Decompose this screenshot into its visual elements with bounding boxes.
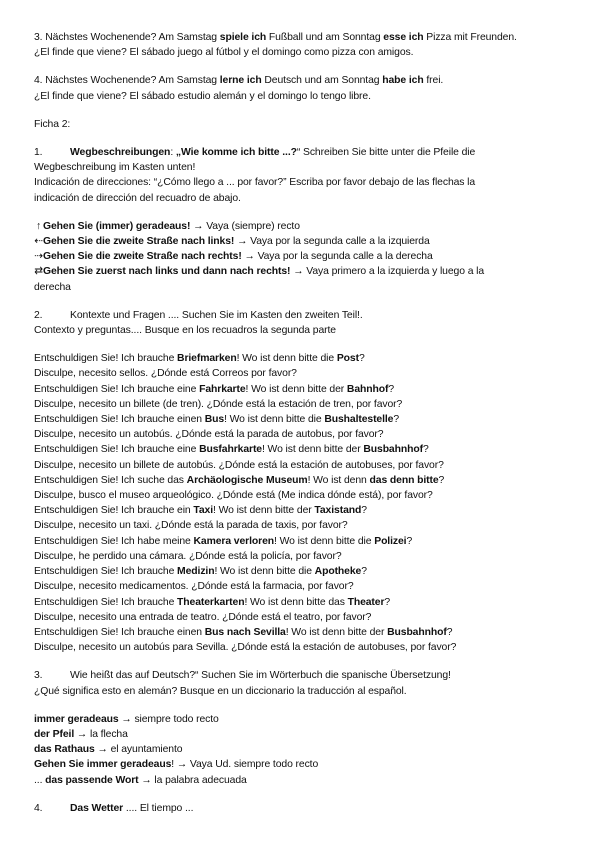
text: ! Wo ist denn bitte der (261, 444, 364, 456)
bold-keyword: Kamera verloren (193, 535, 275, 547)
vocab-spanish: el ayuntamiento (110, 744, 183, 756)
context-german (34, 473, 566, 488)
task2-spanish: Contexto y preguntas.... Busque en los recuadros la segunda parte (34, 325, 336, 337)
vocab-spanish: Vaya Ud. siempre todo recto (189, 759, 319, 771)
task4-heading (34, 801, 566, 816)
text: Pizza mit Freunden. (423, 32, 517, 43)
task1-spanish-2: indicación de dirección del recuadro de abajo. (34, 192, 241, 204)
ficha-title: Ficha 2: (34, 118, 71, 130)
text: Entschuldigen Sie! Ich brauche (34, 353, 178, 365)
spacer (34, 60, 566, 73)
bold-keyword: Polizei (374, 535, 407, 547)
vocab-german: das passende Wort (45, 774, 139, 786)
context-spanish: Disculpe, necesito un billete (de tren). ¿Dónde está la estación de tren, por favor? (34, 398, 403, 410)
context-german (34, 534, 566, 549)
text: ? (361, 505, 367, 517)
arrow-icon: ⇠ (34, 236, 43, 248)
bold-verb: lerne ich (219, 75, 262, 87)
bold-title: „Wie komme ich bitte ...? (175, 147, 297, 159)
text: Entschuldigen Sie! Ich brauche einen (34, 626, 205, 638)
bold-verb: esse ich (383, 32, 424, 43)
text: ! Wo ist denn bitte der (213, 505, 315, 517)
sec4-german (34, 73, 566, 88)
spacer (34, 338, 566, 351)
text: frei. (423, 75, 444, 87)
bold-keyword: Medizin (177, 566, 215, 578)
context-spanish: Disculpe, necesito sellos. ¿Dónde está Correos por favor? (34, 368, 297, 380)
text: ? (358, 353, 365, 365)
vocab-german: Gehen Sie immer geradeaus (34, 759, 172, 771)
context-german (34, 442, 566, 457)
text: ! Wo ist denn bitte die (214, 566, 315, 578)
text: Entschuldigen Sie! Ich brauche (34, 596, 178, 608)
text: Entschuldigen Sie! Ich brauche eine (34, 383, 200, 395)
direction-item (34, 249, 566, 264)
bold-keyword: Busbahnhof (387, 626, 447, 638)
directions-list (34, 219, 566, 295)
bold-verb: spiele ich (219, 32, 267, 43)
arrow-separator: → (138, 774, 155, 786)
context-german (34, 625, 566, 640)
direction-spanish: Vaya por la segunda calle a la derecha (257, 251, 433, 263)
task-number: 1. (34, 147, 43, 159)
context-german (34, 595, 566, 610)
bold-keyword: das denn bitte (369, 474, 439, 486)
text: Kontexte und Fragen .... Suchen Sie im Kasten den zweiten Teil!. (70, 309, 363, 321)
text: ! Wo ist denn bitte das (244, 596, 348, 608)
context-spanish: Disculpe, necesito un billete de autobús. ¿Dónde está la estación de autobuses, por favor? (34, 459, 444, 471)
text: Entschuldigen Sie! Ich habe meine (34, 535, 194, 547)
bold-keyword: Bus (204, 414, 225, 426)
vocabulary-list (34, 712, 566, 788)
text: 4. Nächstes Wochenende? Am Samstag (34, 75, 220, 87)
arrow-separator: → (190, 220, 207, 232)
bold-keyword: Busfahrkarte (199, 444, 262, 456)
text: ? (446, 626, 453, 638)
vocab-spanish: la flecha (89, 728, 128, 740)
vocab-item (34, 773, 566, 788)
direction-german: Gehen Sie die zweite Straße nach rechts! (43, 251, 242, 263)
bold-keyword: Bushaltestelle (324, 414, 394, 426)
bold-title: Das Wetter (70, 802, 124, 814)
task2-heading (34, 308, 566, 323)
text: ! Wo ist denn bitte die (236, 353, 337, 365)
direction-spanish: Vaya por la segunda calle a la izquierda (250, 236, 430, 248)
context-spanish: Disculpe, he perdido una cámara. ¿Dónde está la policía, por favor? (34, 550, 342, 562)
vocab-item (34, 712, 566, 727)
spacer (34, 699, 566, 712)
text: Fußball und am Sonntag (266, 32, 384, 43)
text: ? (388, 383, 395, 395)
arrow-icon: ↑ (35, 220, 42, 232)
text: ? (422, 444, 429, 456)
spacer (34, 132, 566, 145)
bold-keyword: Briefmarken (177, 353, 237, 365)
sec4-spanish: ¿El finde que viene? El sábado estudio alemán y el domingo lo tengo libre. (34, 90, 371, 102)
text: ? (438, 474, 445, 486)
arrow-separator: → (241, 251, 258, 263)
text: ... (34, 774, 46, 786)
bold-keyword: Fahrkarte (199, 383, 246, 395)
direction-spanish-continued: derecha (34, 281, 71, 293)
text: Entschuldigen Sie! Ich suche das (34, 474, 187, 486)
bold-keyword: Archäologische Museum (186, 474, 308, 486)
direction-german: Gehen Sie (immer) geradeaus! (43, 220, 191, 232)
text: .... El tiempo ... (123, 802, 194, 814)
text: ? (406, 535, 413, 547)
text: “ Schreiben Sie bitte unter die Pfeile die (296, 147, 476, 159)
bold-keyword: Post (336, 353, 359, 365)
text: Entschuldigen Sie! Ich brauche einen (34, 414, 205, 426)
task1-heading (34, 145, 566, 160)
bold-title: Wegbeschreibungen (70, 147, 171, 159)
arrow-separator: → (74, 728, 90, 740)
arrow-separator: → (290, 266, 307, 278)
text: 3. Nächstes Wochenende? Am Samstag (34, 32, 220, 43)
spacer (34, 655, 566, 668)
vocab-german: immer geradeaus (34, 713, 119, 725)
context-german (34, 412, 566, 427)
vocab-german: das Rathaus (34, 744, 95, 756)
direction-german: Gehen Sie zuerst nach links und dann nach rechts! (43, 266, 291, 278)
text: Entschuldigen Sie! Ich brauche eine (34, 444, 200, 456)
bold-verb: habe ich (382, 75, 424, 87)
task-number: 4. (34, 802, 43, 814)
context-spanish: Disculpe, necesito un autobús. ¿Dónde está la parada de autobus, por favor? (34, 429, 384, 441)
direction-item (34, 234, 566, 249)
vocab-german: der Pfeil (34, 728, 75, 740)
task3-heading (34, 668, 566, 683)
text: Deutsch und am Sonntag (261, 75, 383, 87)
vocab-item (34, 742, 566, 757)
text: ! Wo ist denn bitte die (274, 535, 375, 547)
bold-keyword: Bahnhof (346, 383, 389, 395)
task1-heading-line2: Wegbeschreibung im Kasten unten! (34, 162, 196, 174)
text: ! Wo ist denn bitte der (245, 383, 347, 395)
arrow-separator: → (94, 744, 111, 756)
vocab-item (34, 727, 566, 742)
context-german (34, 503, 566, 518)
bold-keyword: Bus nach Sevilla (204, 626, 286, 638)
bold-keyword: Taxi (193, 505, 214, 517)
context-spanish: Disculpe, necesito un autobús para Sevilla. ¿Dónde está la estación de autobuses, por favor? (34, 642, 457, 654)
task-number: 2. (34, 309, 43, 321)
text: ? (361, 566, 367, 578)
task1-spanish-1: Indicación de direcciones: “¿Cómo llego a ... por favor?” Escriba por favor debajo de las flechas la (34, 177, 476, 189)
bold-keyword: Theaterkarten (177, 596, 245, 608)
direction-item (34, 219, 566, 234)
context-spanish: Disculpe, necesito medicamentos. ¿Dónde está la farmacia, por favor? (34, 581, 354, 593)
text: ! Wo ist denn (307, 474, 370, 486)
sec3-spanish: ¿El finde que viene? El sábado juego al fútbol y el domingo como pizza con amigos. (34, 47, 414, 59)
direction-spanish: Vaya (siempre) recto (206, 220, 300, 232)
task-number: 3. (34, 670, 43, 682)
arrow-separator: ! → (171, 759, 190, 771)
context-spanish: Disculpe, busco el museo arqueológico. ¿Dónde está (Me indica dónde está), por favor? (34, 490, 433, 502)
bold-keyword: Theater (347, 596, 385, 608)
direction-spanish: Vaya primero a la izquierda y luego a la (306, 266, 485, 278)
context-german (34, 351, 566, 366)
text: Wie heißt das auf Deutsch?“ Suchen Sie im Wörterbuch die spanische Übersetzung! (70, 670, 451, 682)
spacer (34, 206, 566, 219)
bold-keyword: Apotheke (314, 566, 362, 578)
vocab-spanish: la palabra adecuada (154, 774, 247, 786)
direction-item (34, 264, 566, 279)
arrow-separator: → (118, 713, 135, 725)
arrow-icon: ⇄ (34, 266, 43, 278)
text: Entschuldigen Sie! Ich brauche (34, 566, 178, 578)
text: ? (393, 414, 400, 426)
spacer (34, 104, 566, 117)
text: ! Wo ist denn bitte der (285, 626, 388, 638)
spacer (34, 295, 566, 308)
text: ! Wo ist denn bitte die (224, 414, 325, 426)
arrow-separator: → (234, 236, 251, 248)
context-german (34, 382, 566, 397)
text: ? (384, 596, 391, 608)
vocab-spanish: siempre todo recto (134, 713, 219, 725)
arrow-icon: ⇢ (34, 251, 43, 263)
context-spanish: Disculpe, necesito una entrada de teatro. ¿Dónde está el teatro, por favor? (34, 611, 372, 623)
vocab-item (34, 757, 566, 772)
text: Entschuldigen Sie! Ich brauche ein (34, 505, 194, 517)
direction-german: Gehen Sie die zweite Straße nach links! (43, 236, 235, 248)
sec3-german (34, 30, 566, 45)
spacer (34, 788, 566, 801)
text: : (170, 147, 176, 159)
context-german (34, 564, 566, 579)
context-questions-list (34, 351, 566, 655)
bold-keyword: Taxistand (314, 505, 362, 517)
bold-keyword: Busbahnhof (363, 444, 423, 456)
task3-spanish: ¿Qué significa esto en alemán? Busque en un diccionario la traducción al español. (34, 685, 407, 697)
context-spanish: Disculpe, necesito un taxi. ¿Dónde está la parada de taxis, por favor? (34, 520, 348, 532)
